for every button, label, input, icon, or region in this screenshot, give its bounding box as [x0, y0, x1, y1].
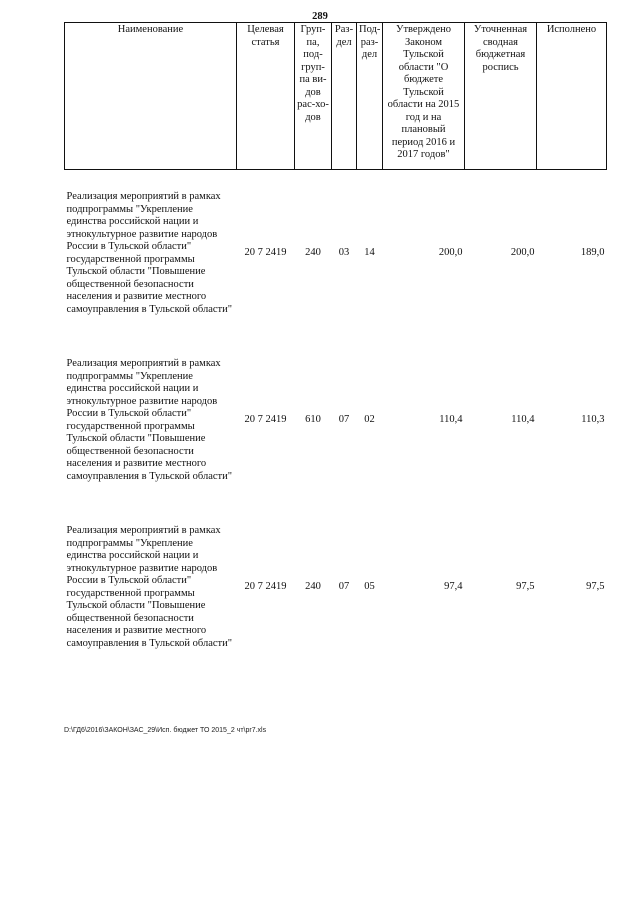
table-row	[65, 504, 607, 671]
header-subsection: Под-раз-дел	[357, 23, 383, 170]
header-section: Раз-дел	[332, 23, 357, 170]
row-revised: 97,5	[516, 581, 535, 593]
header-revised: Уточненная сводная бюджетная роспись	[465, 23, 537, 170]
row-approved: 200,0	[438, 247, 463, 259]
page-number: 289	[312, 11, 328, 22]
row-target: 20 7 2419	[244, 581, 287, 593]
row-target: 20 7 2419	[244, 414, 287, 426]
row-executed: 97,5	[586, 581, 605, 593]
row-subsection: 05	[364, 581, 375, 593]
row-approved: 110,4	[439, 414, 463, 426]
row-section: 07	[338, 581, 350, 593]
row-section: 07	[338, 414, 350, 426]
header-name: Наименование	[65, 23, 237, 170]
row-revised: 200,0	[510, 247, 535, 259]
table-row	[65, 170, 607, 338]
row-name: Реализация мероприятий в рамках подпрограммы "Укрепление единства российской нации и этнокультурное развитие народов России в Тульской области" государственной программы Тульской области "Повышение общественной безопасности населения и развитие местного самоуправления в Тульской области"	[66, 191, 233, 315]
header-group: Груп-па, под-груп-па ви-дов рас-хо-дов	[295, 23, 332, 170]
row-group: 610	[305, 414, 321, 426]
table-row	[65, 337, 607, 504]
row-name: Реализация мероприятий в рамках подпрограммы "Укрепление единства российской нации и этнокультурное развитие народов России в Тульской области" государственной программы Тульской области "Повышение общественной безопасности населения и развитие местного самоуправления в Тульской области"	[66, 525, 233, 649]
header-executed: Исполнено	[537, 23, 607, 170]
footer-file-path: D:\ГД6\2016\ЗАКОН\ЗАС_29\Исп. бюджет ТО 2015_2 чт\pr7.xls	[64, 727, 267, 734]
row-subsection: 02	[364, 414, 375, 426]
header-target: Целевая статья	[237, 23, 295, 170]
table-header-row	[65, 23, 607, 170]
row-target: 20 7 2419	[244, 247, 287, 259]
row-group: 240	[305, 247, 321, 259]
row-executed: 189,0	[580, 247, 605, 259]
row-subsection: 14	[364, 247, 375, 259]
header-approved: Утверждено Законом Тульской области "О бюджете Тульской области на 2015 год и на плановый период 2016 и 2017 годов"	[383, 23, 465, 170]
row-group: 240	[305, 581, 321, 593]
budget-table	[64, 22, 607, 671]
row-name: Реализация мероприятий в рамках подпрограммы "Укрепление единства российской нации и этнокультурное развитие народов России в Тульской области" государственной программы Тульской области "Повышение общественной безопасности населения и развитие местного самоуправления в Тульской области"	[66, 358, 233, 482]
row-section: 03	[338, 247, 350, 259]
row-revised: 110,4	[511, 414, 535, 426]
row-approved: 97,4	[444, 581, 463, 593]
row-executed: 110,3	[581, 414, 605, 426]
